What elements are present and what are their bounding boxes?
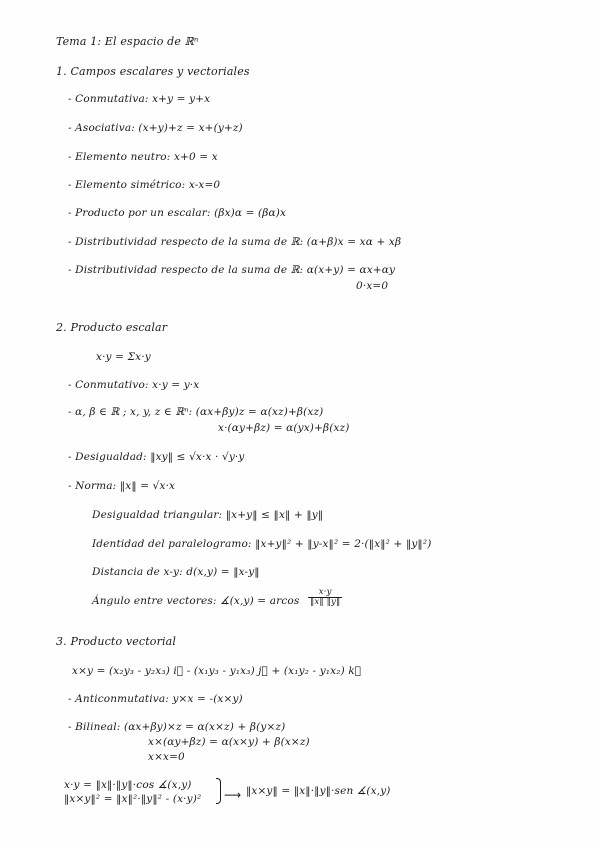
section-2-item: - Norma: ‖x‖ = √x·x xyxy=(68,480,176,492)
section-2-item: - Conmutativo: x·y = y·x xyxy=(68,379,200,391)
section-2-definition: x·y = Σx·y xyxy=(96,351,151,363)
section-3-item: - Bilineal: (αx+βy)×z = α(x×z) + β(y×z) xyxy=(68,721,286,733)
section-1-item: - Elemento neutro: x+0 = x xyxy=(68,151,218,163)
section-3-definition: x×y = (x₂y₃ - y₂x₃) i⃗ - (x₁y₃ - y₁x₃) j⃗ + (x₁y₂ - y₁x₂) k⃗ xyxy=(72,665,362,677)
cross-product-relation-1: x·y = ‖x‖·‖y‖·cos ∡(x,y) xyxy=(64,779,192,791)
section-1-extra: 0·x=0 xyxy=(356,280,389,292)
section-1-item: - Conmutativa: x+y = y+x xyxy=(68,93,211,105)
section-2-item: - α, β ∈ ℝ ; x, y, z ∈ ℝⁿ: (αx+βy)z = α(xz)+β(xz) xyxy=(68,406,324,418)
section-1-item: - Distributividad respecto de la suma de ℝ: α(x+y) = αx+αy xyxy=(68,264,396,276)
cross-product-relation-2: ‖x×y‖² = ‖x‖²·‖y‖² - (x·y)² xyxy=(64,793,202,805)
section-2-item: - Desigualdad: ‖xy‖ ≤ √x·x · √y·y xyxy=(68,451,245,463)
section-1-item: - Distributividad respecto de la suma de ℝ: (α+β)x = xα + xβ xyxy=(68,236,402,248)
right-brace xyxy=(216,778,221,804)
section-1-item: - Producto por un escalar: (βx)α = (βα)x xyxy=(68,207,287,219)
section-3-heading: 3. Producto vectorial xyxy=(56,635,177,648)
norm-property: Distancia de x-y: d(x,y) = ‖x-y‖ xyxy=(92,566,260,578)
section-3-item: - Anticonmutativa: y×x = -(x×y) xyxy=(68,693,243,705)
section-3-item: x×x=0 xyxy=(148,751,185,763)
section-1-item: - Elemento simétrico: x-x=0 xyxy=(68,179,221,191)
section-2-item: x·(αy+βz) = α(yx)+β(xz) xyxy=(218,422,350,434)
angle-fraction xyxy=(308,588,342,608)
right-arrow-icon: ⟶ xyxy=(224,788,242,802)
angle-fraction-numerator: x·y xyxy=(308,588,342,598)
norm-property: Identidad del paralelogramo: ‖x+y‖² + ‖y-x‖² = 2·(‖x‖² + ‖y‖²) xyxy=(92,538,432,550)
angle-fraction-denominator: ‖x‖ ‖y‖ xyxy=(310,597,341,608)
section-2-heading: 2. Producto escalar xyxy=(56,321,168,334)
section-1-heading: 1. Campos escalares y vectoriales xyxy=(56,65,250,78)
page-title: Tema 1: El espacio de ℝⁿ xyxy=(56,35,199,48)
cross-product-norm: ‖x×y‖ = ‖x‖·‖y‖·sen ∡(x,y) xyxy=(246,785,391,797)
norm-property: Desigualdad triangular: ‖x+y‖ ≤ ‖x‖ + ‖y‖ xyxy=(92,509,324,521)
norm-property: Ángulo entre vectores: ∡(x,y) = arcos xyxy=(92,595,300,607)
section-3-item: x×(αy+βz) = α(x×y) + β(x×z) xyxy=(148,736,310,748)
section-1-item: - Asociativa: (x+y)+z = x+(y+z) xyxy=(68,122,243,134)
